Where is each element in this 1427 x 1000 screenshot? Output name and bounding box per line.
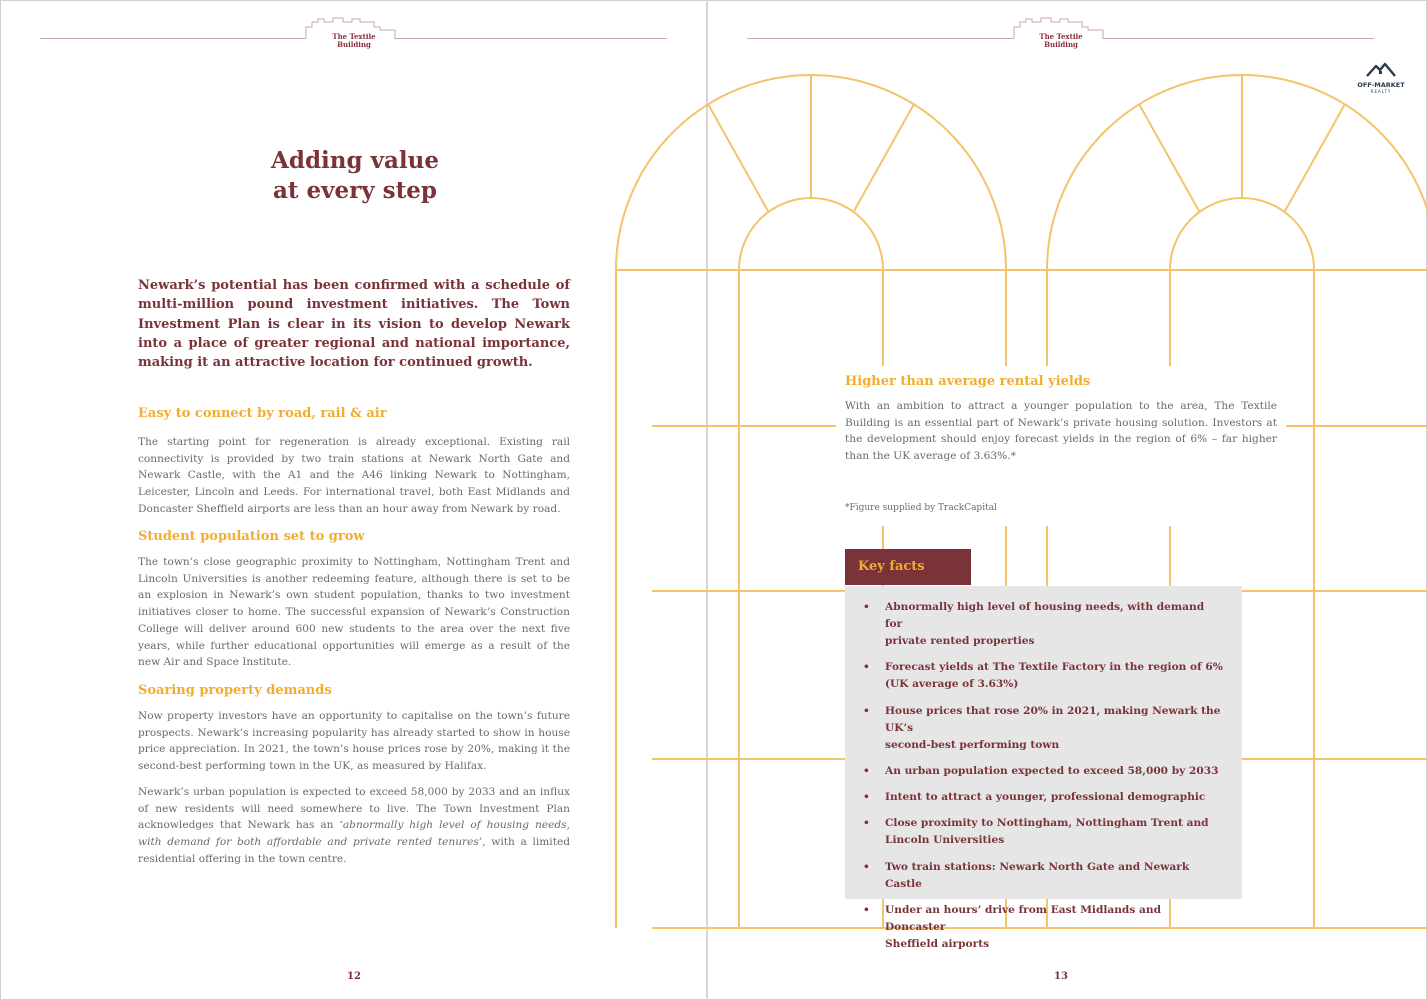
heading-rental-yields: Higher than average rental yields [845,374,1091,389]
key-fact-item: • Forecast yields at The Textile Factory in the region of 6% (UK average of 3.63%) [863,659,1224,693]
page-number-right: 13 [1054,971,1068,982]
brand-sub: REALTY [1370,89,1392,94]
key-fact-item: • Intent to attract a younger, professional demographic [863,789,1224,806]
key-fact-item: • House prices that rose 20% in 2021, making Newark the UK’s second-best performing town [863,703,1224,754]
heading-property-demands: Soaring property demands [138,683,332,698]
title-line1: Adding value [271,147,439,174]
intro-paragraph: Newark’s potential has been confirmed with a schedule of multi-million pound investment initiatives. The Town Investment Plan is clear in its vision to develop Newark into a place of greater regional and national importance, making it an attractive location for continued growth. [138,278,570,371]
heading-connectivity: Easy to connect by road, rail & air [138,406,387,421]
key-fact-item: • Close proximity to Nottingham, Nottingham Trent and Lincoln Universities [863,815,1224,849]
header-logo-line1: The Textile [332,32,376,41]
key-fact-item: • Under an hours’ drive from East Midlands and Doncaster Sheffield airports [863,902,1224,953]
header-rule-right [707,0,1427,60]
page-number-left: 12 [347,971,361,982]
header-logo-right [1026,33,1096,49]
title-line2: at every step [273,177,437,204]
key-facts-box [845,586,1242,951]
urban-population-text-end: , with a limited residential offering in the town centre. [138,836,570,865]
footnote: *Figure supplied by TrackCapital [845,503,997,513]
brand-name: OFF-MARKET [1357,81,1405,89]
paragraph-rental-yields: With an ambition to attract a younger population to the area, The Textile Building is an essential part of Newark’s private housing solution. Investors at the development should enjoy forecast yields in the region of 6% – far higher than the UK average of 3.63%.* [845,400,1277,463]
paragraph-property-demands: Now property investors have an opportunity to capitalise on the town’s future prospects. Newark’s increasing popularity has already started to show in house price appreciation. In 2021, the town’s house prices rose by 20%, making it the second-best performing town in the UK, as measured by Halifax. [138,710,570,773]
housing-needs-quote: ‘abnormally high level of housing needs, with demand for both affordable and private rented tenures’ [138,819,570,849]
house-roof-icon [1366,60,1396,78]
heading-student-population: Student population set to grow [138,529,365,544]
off-market-realty-logo [1352,60,1410,94]
key-fact-item: • Abnormally high level of housing needs, with demand for private rented properties [863,599,1224,650]
urban-population-text: Newark’s urban population is expected to exceed 58,000 by 2033 and an influx of new residents will need somewhere to live. The Town Investment Plan acknowledges that Newark has an [138,786,570,832]
key-fact-item: • An urban population expected to exceed 58,000 by 2033 [863,763,1224,780]
header-logo-line2: Building [337,40,371,49]
paragraph-student-population: The town’s close geographic proximity to Nottingham, Nottingham Trent and Lincoln Universities is another redeeming feature, although there is set to be an explosion in Newark’s own student population, thanks to two investment initiatives closer to home. The successful expansion of Newark’s Construction College will deliver around 600 new students to the area over the next five years, while further educational opportunities will emerge as a result of the new Air and Space Institute. [138,556,570,669]
header-logo-line1: The Textile [1039,32,1083,41]
paragraph-connectivity: The starting point for regeneration is already exceptional. Existing rail connectivity is provided by two train stations at Newark North Gate and Newark Castle, with the A1 and the A46 linking Newark to Nottingham, Leicester, Lincoln and Leeds. For international travel, both East Midlands and Doncaster Sheffield airports are less than an hour away from Newark by road. [138,436,570,515]
header-logo-line2: Building [1044,40,1078,49]
key-facts-list [863,599,1224,953]
key-facts-tab: Key facts [845,549,971,585]
key-fact-item: • Two train stations: Newark North Gate and Newark Castle [863,859,1224,893]
